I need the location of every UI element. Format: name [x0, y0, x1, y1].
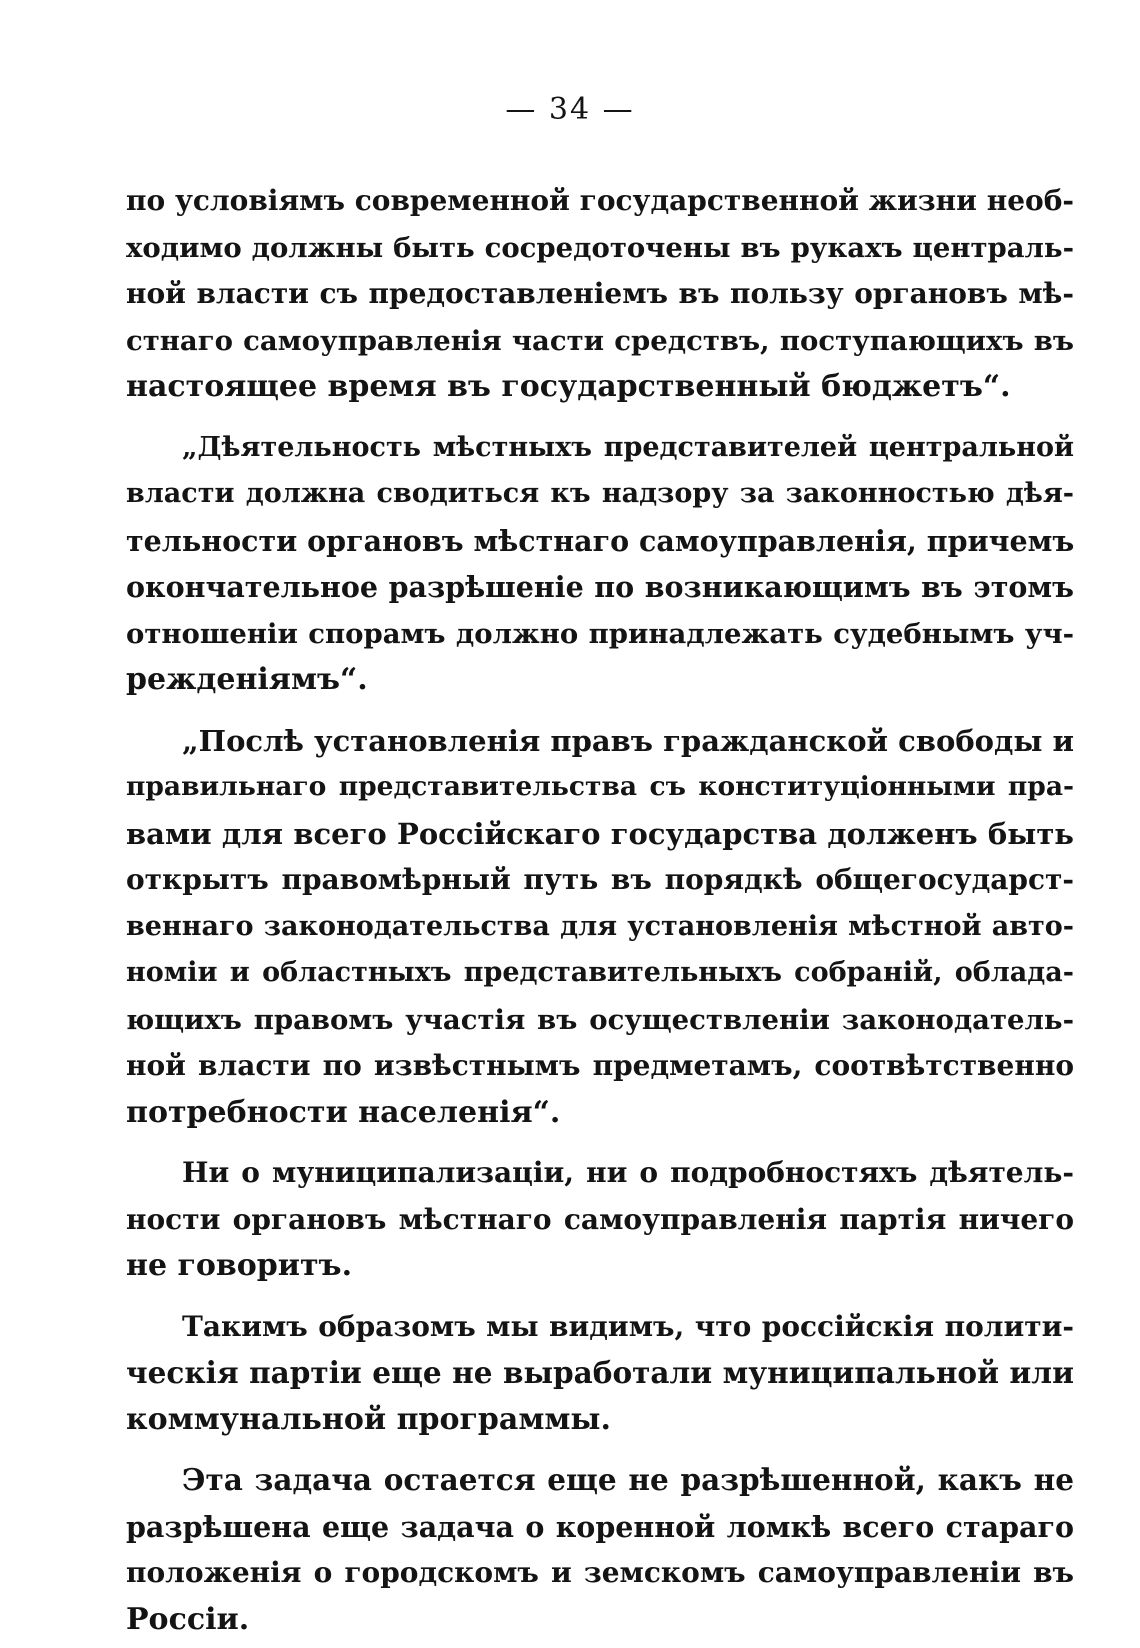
text-line: не говоритъ. — [126, 1248, 353, 1283]
text-line: правильнаго представительства съ конституціонными пра- — [126, 771, 1074, 802]
text-line: потребности населенія“. — [126, 1094, 561, 1130]
paragraph-5 — [126, 1304, 1074, 1444]
text-line: открытъ правомѣрный путь въ порядкѣ общегосударст- — [126, 863, 1074, 896]
text-line: „Дѣятельность мѣстныхъ представителей центральной — [182, 431, 1074, 463]
text-line: Ни о муниципализаціи, ни о подробностяхъ дѣятель- — [182, 1156, 1074, 1189]
text-line: вами для всего Россійскаго государства долженъ быть — [126, 816, 1074, 851]
text-line: Эта задача остается еще не разрѣшенной, какъ не — [182, 1462, 1074, 1497]
body-text — [126, 178, 1074, 1643]
page-number: — 34 — — [505, 92, 635, 127]
paragraph-2 — [126, 425, 1074, 704]
text-line: по условіямъ современной государственной жизни необ- — [126, 184, 1074, 217]
text-line: положенія о городскомъ и земскомъ самоуправленіи въ — [126, 1556, 1074, 1589]
text-line: ности органовъ мѣстнаго самоуправленія партія ничего — [126, 1202, 1074, 1236]
text-line: ческія партіи еще не выработали муниципальной или — [126, 1355, 1074, 1390]
paragraph-4 — [126, 1150, 1074, 1290]
text-line: разрѣшена еще задача о коренной ломкѣ всего стараго — [126, 1509, 1074, 1544]
paragraph-1 — [126, 178, 1074, 411]
text-line: власти должна сводиться къ надзору за законностью дѣя- — [126, 478, 1074, 509]
text-line: веннаго законодательства для установленія мѣстной авто- — [126, 910, 1074, 942]
text-line: отношеніи спорамъ должно принадлежать судебнымъ уч- — [126, 617, 1074, 650]
text-line: стнаго самоуправленія части средствъ, поступающихъ въ — [126, 324, 1074, 357]
text-line: Россіи. — [126, 1601, 250, 1637]
text-line: режденіямъ“. — [126, 662, 368, 697]
text-line: настоящее время въ государственный бюджетъ“. — [126, 369, 1011, 404]
text-line: Такимъ образомъ мы видимъ, что россійскія полити- — [182, 1309, 1074, 1343]
text-line: ной власти по извѣстнымъ предметамъ, соотвѣтственно — [126, 1049, 1074, 1082]
text-line: тельности органовъ мѣстнаго самоуправленія, причемъ — [126, 523, 1075, 558]
text-line: окончательное разрѣшеніе по возникающимъ въ этомъ — [126, 570, 1074, 604]
text-line: ющихъ правомъ участія въ осуществленіи законодатель- — [126, 1003, 1074, 1036]
text-line: номіи и областныхъ представительныхъ собраній, облада- — [126, 957, 1074, 988]
paragraph-3 — [126, 718, 1074, 1137]
paragraph-6 — [126, 1457, 1074, 1643]
text-line: „Послѣ установленія правъ гражданской свободы и — [182, 723, 1075, 758]
text-line: коммунальной программы. — [126, 1401, 611, 1437]
text-line: ходимо должны быть сосредоточены въ рукахъ централь- — [126, 231, 1074, 264]
text-line: ной власти съ предоставленіемъ въ пользу органовъ мѣ- — [126, 277, 1074, 310]
